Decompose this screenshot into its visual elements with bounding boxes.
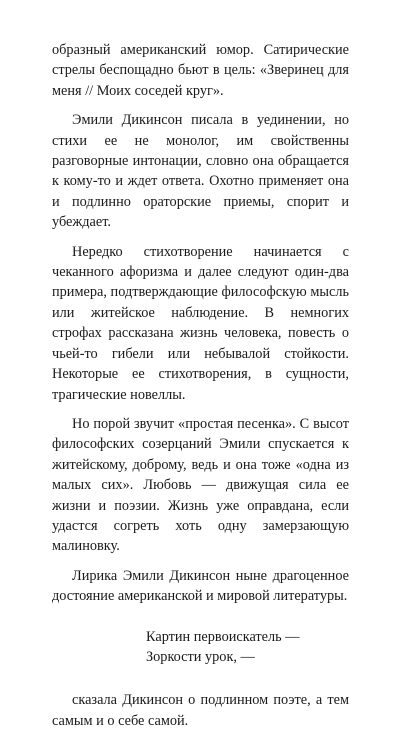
paragraph-2: Эмили Дикинсон писала в уединении, но стихи ее не монолог, им свойственны разговорные интонации, словно она обращается к кому-то и ждет ответа. Охотно применяет она и подлинно ораторские приемы, спорит и убеждает.	[52, 112, 349, 231]
paragraph-5: Лирика Эмили Дикинсон ныне драгоценное достояние американской и мировой литературы.	[52, 567, 349, 605]
verse-line-1: Картин первоискатель —	[146, 628, 300, 645]
page-text-column	[52, 40, 349, 740]
closing-paragraph: сказала Дикинсон о подлинном поэте, а тем самым и о себе самой.	[52, 692, 349, 729]
paragraph-4: Но порой звучит «простая песенка». С высот философских созерцаний Эмили спускается к житейскому, доброму, ведь и она тоже «одна из малых сих». Любовь — движущая сила ее жизни и поэзии. Жизнь уже оправдана, если удастся согреть хоть одну замерзающую малиновку.	[52, 415, 349, 555]
paragraph-3: Нередко стихотворение начинается с чеканного афоризма и далее следуют один-два примера, подтверждающие философскую мысль или житейское наблюдение. В немногих строфах рассказана жизнь человека, повесть о чьей-то гибели или небывалой стойкости. Некоторые ее стихотворения, в сущности, трагические новеллы.	[52, 243, 349, 403]
verse-line-2: Зоркости урок, —	[146, 648, 255, 665]
paragraph-1: образный американский юмор. Сатирические стрелы беспощадно бьют в цель: «Зверинец для меня // Моих соседей круг».	[52, 42, 349, 99]
